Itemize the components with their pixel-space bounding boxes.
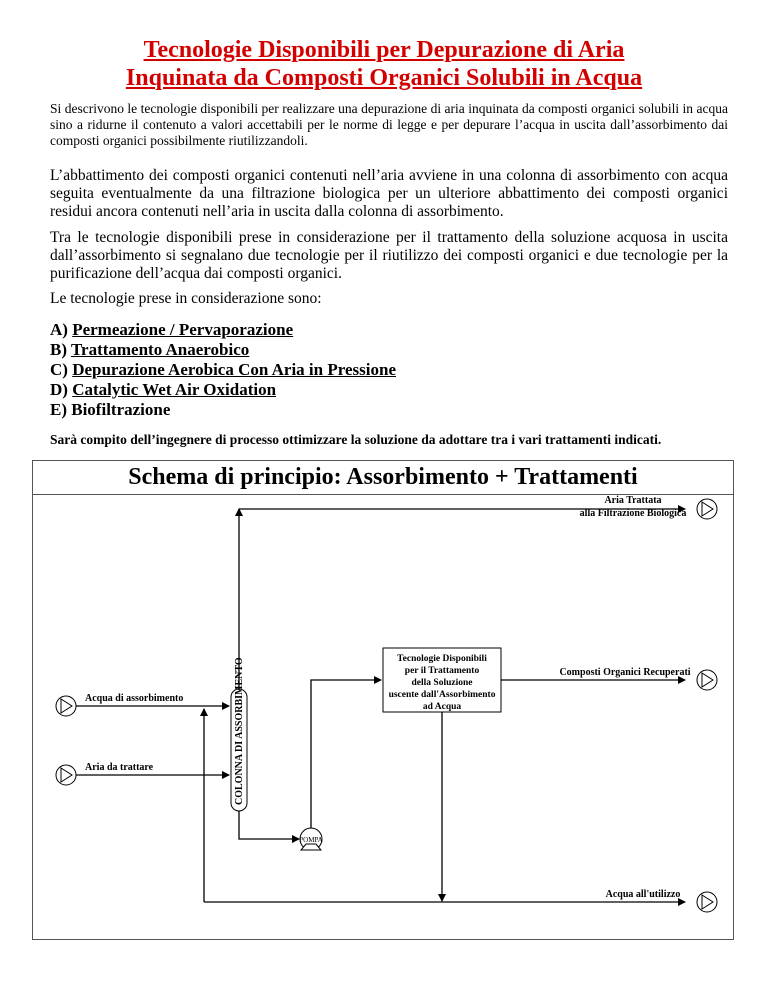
intro-paragraph: Si descrivono le tecnologie disponibili per realizzare una depurazione di aria inquinata da composti organici solubili in acqua sino a ridurne il contenuto a valori accettabili per le norme di legge e per depurare l’acqua in uscita dall’assorbimento dai composti organici possibilmente riutilizzandoli. bbox=[50, 101, 728, 148]
document-title bbox=[0, 36, 768, 92]
treatment-box-line: della Soluzione bbox=[411, 678, 473, 688]
treatment-box-line: Tecnologie Disponibili bbox=[397, 654, 487, 664]
column-to-pump-line bbox=[239, 811, 299, 839]
treatment-box-line: per il Trattamento bbox=[404, 666, 480, 676]
recovered-organics-terminal-icon bbox=[697, 670, 717, 690]
treatment-box-line: ad Acqua bbox=[422, 702, 462, 712]
air-to-treat-label: Aria da trattare bbox=[85, 762, 154, 773]
paragraph-absorption: L’abbattimento dei composti organici contenuti nell’aria avviene in una colonna di assorbimento con acqua seguita eventualmente da una filtrazione biologica per un ulteriore abbattimento dei composti organici residui ancora contenuti nell’aria in uscita dalla colonna di assorbimento. bbox=[50, 167, 728, 220]
water-utility-label: Acqua all'utilizzo bbox=[605, 889, 681, 900]
technology-list bbox=[50, 320, 550, 420]
treated-air-terminal-icon bbox=[697, 499, 717, 519]
paragraph-technologies: Tra le tecnologie disponibili prese in considerazione per il trattamento della soluzione acquosa in uscita dall’assorbimento si segnalano due tecnologie per il riutilizzo dei composti organici e due tecnologie per la purificazione dell’acqua dai composti organici. bbox=[50, 229, 728, 282]
recovered-organics-label: Composti Organici Recuperati bbox=[559, 667, 691, 678]
list-item: E) Biofiltrazione bbox=[50, 400, 171, 419]
absorption-water-label: Acqua di assorbimento bbox=[85, 693, 184, 704]
list-item: D) Catalytic Wet Air Oxidation bbox=[50, 380, 277, 399]
pump-icon bbox=[299, 828, 322, 850]
water-utility-terminal-icon bbox=[697, 892, 717, 912]
paragraph-list-intro: Le tecnologie prese in considerazione sono: bbox=[50, 290, 322, 307]
absorption-water-terminal-icon bbox=[56, 696, 76, 716]
list-item: A) Permeazione / Pervaporazione bbox=[50, 320, 294, 339]
process-schema bbox=[32, 460, 734, 940]
list-item: B) Trattamento Anaerobico bbox=[50, 340, 250, 359]
air-to-treat-terminal-icon bbox=[56, 765, 76, 785]
title-line-1: Tecnologie Disponibili per Depurazione di Aria bbox=[143, 37, 625, 63]
process-note: Sarà compito dell’ingegnere di processo ottimizzare la soluzione da adottare tra i vari trattamenti indicati. bbox=[50, 432, 662, 447]
treated-air-label-1: Aria Trattata bbox=[604, 495, 662, 506]
schema-title: Schema di principio: Assorbimento + Trattamenti bbox=[33, 461, 733, 495]
treatment-box bbox=[383, 648, 501, 712]
process-diagram bbox=[33, 461, 733, 939]
list-item: C) Depurazione Aerobica Con Aria in Pressione bbox=[50, 360, 396, 379]
treatment-box-line: uscente dall'Assorbimento bbox=[388, 690, 496, 700]
pump-to-treatment-line bbox=[311, 680, 381, 828]
column-label: COLONNA DI ASSORBIMENTO bbox=[234, 657, 245, 805]
title-line-2: Inquinata da Composti Organici Solubili in Acqua bbox=[125, 65, 643, 91]
treated-air-label-2: alla Filtrazione Biologica bbox=[579, 508, 687, 519]
pump-label: POMPA bbox=[299, 836, 323, 844]
